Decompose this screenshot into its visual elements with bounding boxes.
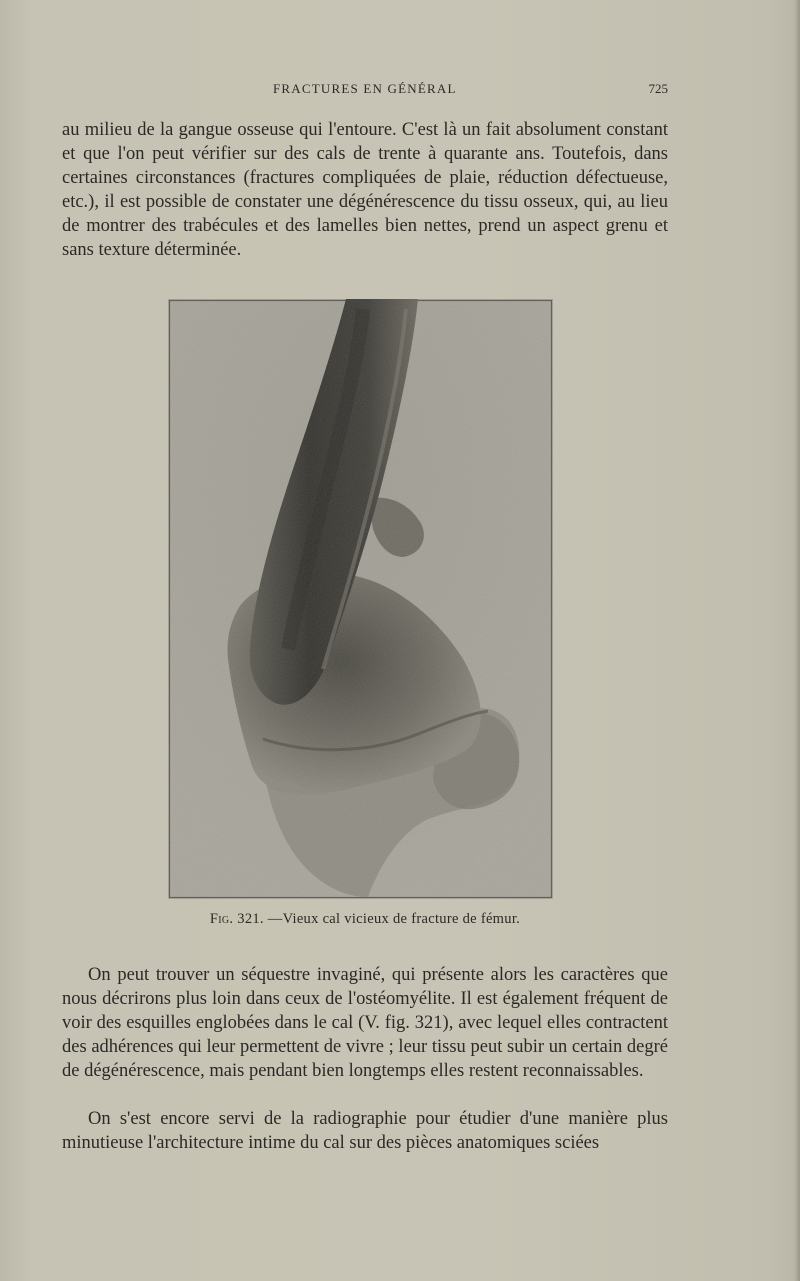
figure-radiograph xyxy=(168,299,553,899)
femur-radiograph-image xyxy=(168,299,553,899)
paragraph-1: au milieu de la gangue osseuse qui l'entoure. C'est là un fait absolument constant et que l'on peut vérifier sur des cals de trente à quarante ans. Toutefois, dans certaines circonstances (fractures compliquées de plaie, réduction défectueuse, etc.), il est possible de constater une dégénérescence du tissu osseux, qui, au lieu de montrer des trabécules et des lamelles bien nettes, prend un aspect grenu et sans texture déterminée. xyxy=(62,120,668,260)
figure-caption xyxy=(62,911,668,928)
paragraph-3: On s'est encore servi de la radiographie pour étudier d'une manière plus minutieuse l'architecture intime du cal sur des pièces anatomiques sciées xyxy=(62,1109,668,1153)
running-header-title: FRACTURES EN GÉNÉRAL xyxy=(273,81,457,96)
running-header xyxy=(62,81,668,101)
paragraph-2: On peut trouver un séquestre invaginé, qui présente alors les caractères que nous décrirons plus loin dans ceux de l'ostéomyélite. Il est également fréquent de voir des esquilles englobées dans le cal (V. fig. 321), avec lequel elles contractent des adhérences qui leur permettent de vivre ; leur tissu peut subir un certain degré de dégénérescence, mais pendant bien longtemps elles restent reconnaissables. xyxy=(62,965,668,1081)
figure-label: Fig. 321. xyxy=(209,911,264,927)
page-edge-shadow xyxy=(794,0,800,1281)
figure-caption-text: —Vieux cal vicieux de fracture de fémur. xyxy=(263,911,521,927)
page-number: 725 xyxy=(648,81,668,96)
